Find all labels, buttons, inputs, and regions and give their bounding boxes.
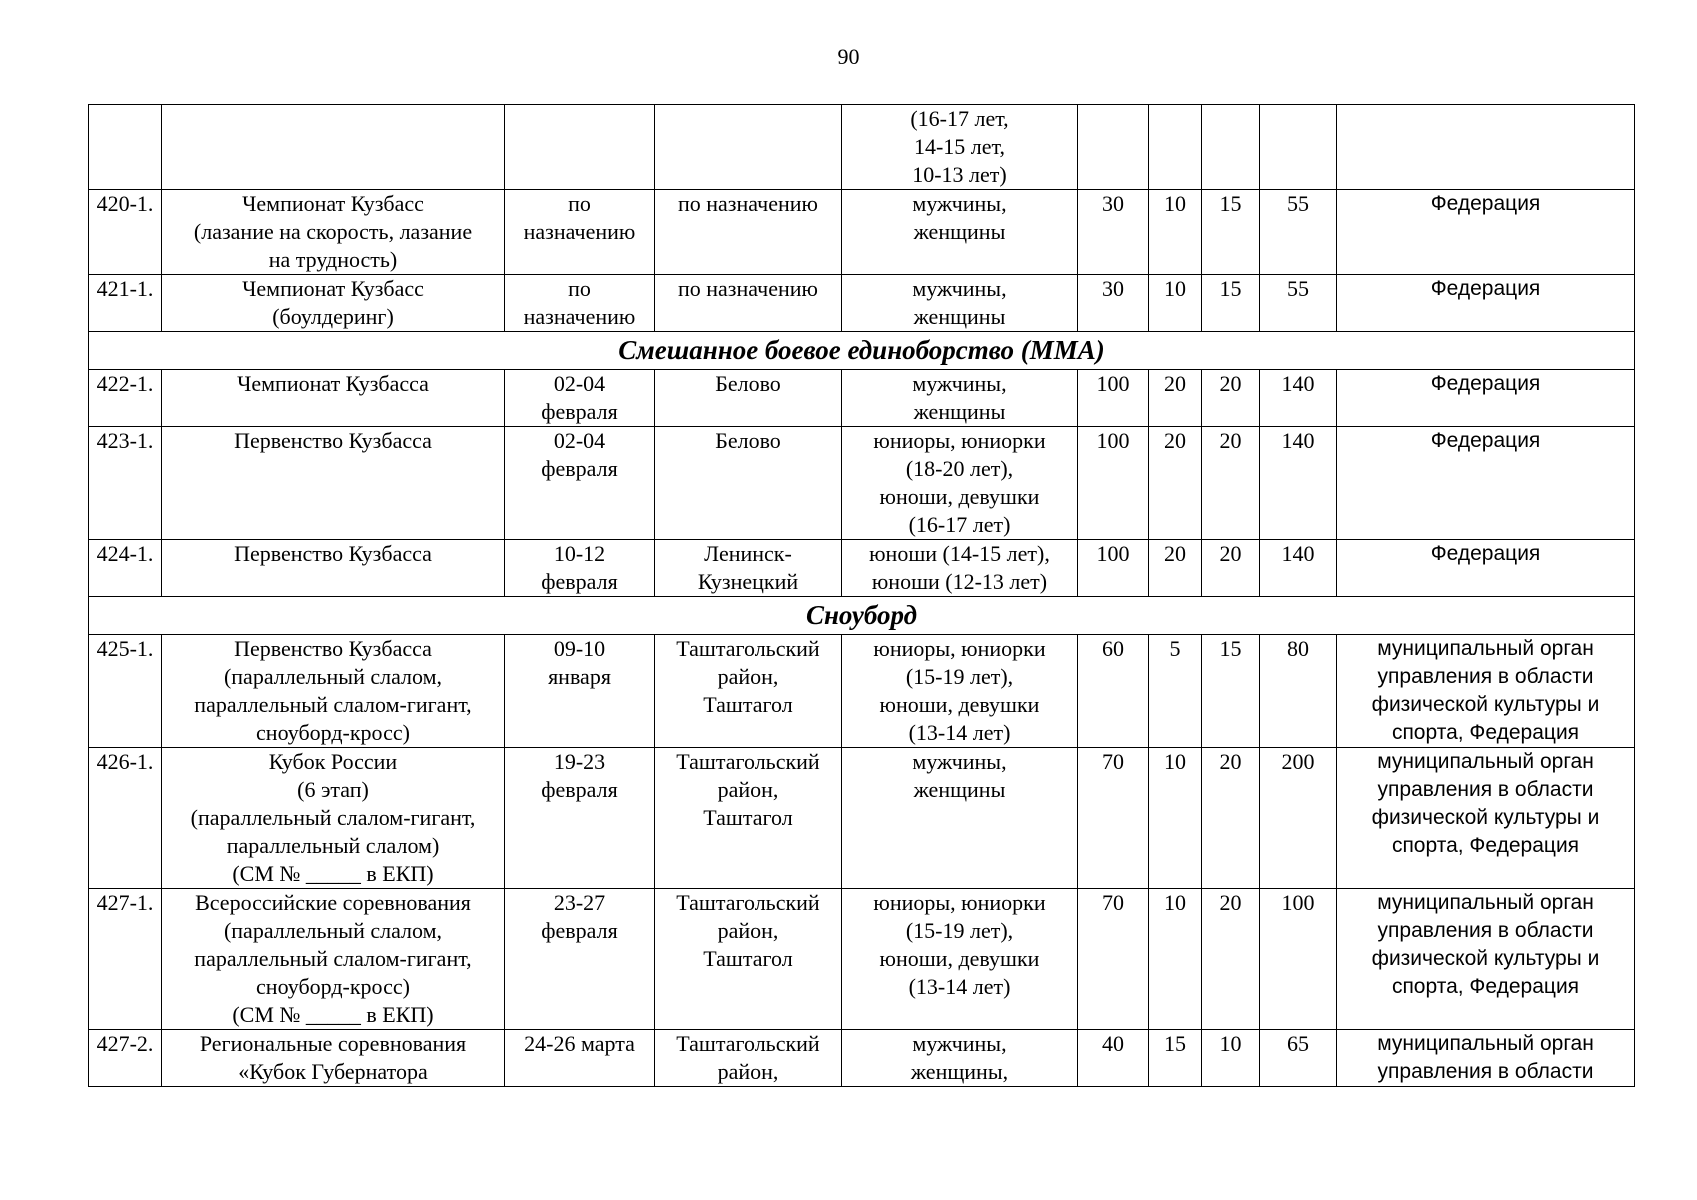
event-name xyxy=(162,190,505,275)
section-title: Сноуборд xyxy=(89,597,1635,635)
participants-line: юноши, девушки xyxy=(879,946,1040,971)
count-col-3: 20 xyxy=(1202,540,1260,597)
table-row xyxy=(89,540,1635,597)
count-col-1: 100 xyxy=(1078,427,1149,540)
count-total: 140 xyxy=(1260,540,1337,597)
count-col-2: 20 xyxy=(1149,427,1202,540)
participants-line: юноши (12-13 лет) xyxy=(871,569,1048,594)
organizer-line: управления в области xyxy=(1377,919,1594,942)
participants-line: женщины, xyxy=(910,1059,1009,1084)
participants-line: (15-19 лет), xyxy=(905,918,1014,943)
event-name-line: сноуборд-кросс) xyxy=(256,720,410,745)
event-name-line: (параллельный слалом-гигант, xyxy=(190,805,476,830)
participants xyxy=(842,889,1078,1030)
count-col-2: 10 xyxy=(1149,748,1202,889)
organizer xyxy=(1337,190,1635,275)
participants xyxy=(842,427,1078,540)
event-name-line: Региональные соревнования xyxy=(199,1031,467,1056)
organizer-line: муниципальный орган xyxy=(1377,750,1594,773)
event-dates xyxy=(505,105,655,190)
participants-line: (13-14 лет) xyxy=(908,974,1011,999)
event-place-line: Кузнецкий xyxy=(697,569,799,594)
event-place-line: Ленинск- xyxy=(704,541,792,566)
event-place-line: район, xyxy=(717,918,779,943)
events-table xyxy=(88,104,1635,1087)
event-dates-line: февраля xyxy=(541,456,618,481)
participants-line: (18-20 лет), xyxy=(905,456,1014,481)
organizer-line: спорта, Федерация xyxy=(1391,975,1580,998)
organizer xyxy=(1337,105,1635,190)
event-number: 427-2. xyxy=(89,1030,162,1087)
participants xyxy=(842,540,1078,597)
organizer-line: управления в области xyxy=(1377,778,1594,801)
count-col-2: 10 xyxy=(1149,275,1202,332)
event-dates-line: февраля xyxy=(541,569,618,594)
organizer-line: физической культуры и xyxy=(1371,693,1600,716)
event-number: 420-1. xyxy=(89,190,162,275)
event-dates-line: 10-12 xyxy=(553,541,606,566)
event-name-line: (СМ № _____ в ЕКП) xyxy=(232,1002,434,1027)
event-dates xyxy=(505,370,655,427)
event-dates xyxy=(505,427,655,540)
section-header-row xyxy=(89,597,1635,635)
event-name-line: (боулдеринг) xyxy=(272,304,394,329)
organizer xyxy=(1337,275,1635,332)
event-place xyxy=(655,889,842,1030)
participants-line: женщины xyxy=(913,304,1006,329)
count-total: 140 xyxy=(1260,427,1337,540)
participants-line: мужчины, xyxy=(912,1031,1007,1056)
event-number: 423-1. xyxy=(89,427,162,540)
participants xyxy=(842,370,1078,427)
participants-line: юниоры, юниорки xyxy=(873,890,1046,915)
event-dates-line: 24-26 марта xyxy=(524,1031,635,1056)
count-col-2: 20 xyxy=(1149,540,1202,597)
organizer-line: спорта, Федерация xyxy=(1391,721,1580,744)
event-name-line: (параллельный слалом, xyxy=(223,664,443,689)
event-place xyxy=(655,427,842,540)
count-col-1: 40 xyxy=(1078,1030,1149,1087)
count-col-1: 70 xyxy=(1078,889,1149,1030)
event-number xyxy=(89,105,162,190)
event-name-line: Кубок России xyxy=(268,749,398,774)
event-number: 426-1. xyxy=(89,748,162,889)
event-dates xyxy=(505,748,655,889)
count-total: 65 xyxy=(1260,1030,1337,1087)
organizer-line: управления в области xyxy=(1377,665,1594,688)
count-col-3: 15 xyxy=(1202,275,1260,332)
participants-line: юноши, девушки xyxy=(879,692,1040,717)
event-place xyxy=(655,105,842,190)
participants-line: юноши, девушки xyxy=(879,484,1040,509)
event-name xyxy=(162,889,505,1030)
table-row xyxy=(89,635,1635,748)
event-place xyxy=(655,748,842,889)
event-place-line: район, xyxy=(717,1059,779,1084)
count-total: 100 xyxy=(1260,889,1337,1030)
event-name-line: Чемпионат Кузбасса xyxy=(237,371,429,396)
participants xyxy=(842,275,1078,332)
participants-line: женщины xyxy=(913,777,1006,802)
event-name xyxy=(162,427,505,540)
participants-line: мужчины, xyxy=(912,371,1007,396)
participants-line: юноши (14-15 лет), xyxy=(869,541,1050,566)
event-dates-line: 23-27 xyxy=(553,890,606,915)
organizer-line: спорта, Федерация xyxy=(1391,834,1580,857)
event-place-line: Таштагол xyxy=(703,692,793,717)
event-name-line: Первенство Кузбасса xyxy=(234,428,432,453)
event-name xyxy=(162,748,505,889)
table-row xyxy=(89,427,1635,540)
event-name xyxy=(162,275,505,332)
organizer-line: управления в области xyxy=(1377,1060,1594,1083)
section-title: Смешанное боевое единоборство (ММА) xyxy=(89,332,1635,370)
count-total: 55 xyxy=(1260,275,1337,332)
participants xyxy=(842,635,1078,748)
table-row xyxy=(89,748,1635,889)
event-name xyxy=(162,635,505,748)
participants-line: юниоры, юниорки xyxy=(873,428,1046,453)
event-place-line: Таштагольский xyxy=(676,1031,820,1056)
event-name xyxy=(162,105,505,190)
event-dates-line: по xyxy=(568,191,591,216)
event-dates-line: назначению xyxy=(523,219,636,244)
table-row xyxy=(89,370,1635,427)
table-row xyxy=(89,105,1635,190)
count-col-3 xyxy=(1202,105,1260,190)
organizer xyxy=(1337,370,1635,427)
event-dates xyxy=(505,1030,655,1087)
count-total xyxy=(1260,105,1337,190)
event-place-line: район, xyxy=(717,777,779,802)
participants-line: мужчины, xyxy=(912,191,1007,216)
table-row xyxy=(89,275,1635,332)
organizer-line: Федерация xyxy=(1430,192,1541,215)
participants-line: (15-19 лет), xyxy=(905,664,1014,689)
event-place xyxy=(655,370,842,427)
participants-line: женщины xyxy=(913,219,1006,244)
organizer-line: муниципальный орган xyxy=(1377,1032,1594,1055)
event-dates-line: 09-10 xyxy=(553,636,606,661)
event-place xyxy=(655,1030,842,1087)
event-name xyxy=(162,370,505,427)
count-col-3: 20 xyxy=(1202,889,1260,1030)
count-col-3: 20 xyxy=(1202,748,1260,889)
event-name-line: «Кубок Губернатора xyxy=(238,1059,428,1084)
event-name-line: (СМ № _____ в ЕКП) xyxy=(232,861,434,886)
event-name-line: на трудность) xyxy=(268,247,398,272)
organizer-line: Федерация xyxy=(1430,429,1541,452)
event-place xyxy=(655,275,842,332)
organizer xyxy=(1337,889,1635,1030)
event-name-line: параллельный слалом) xyxy=(226,833,440,858)
event-place-line: Белово xyxy=(715,428,781,453)
event-place-line: район, xyxy=(717,664,779,689)
count-total: 55 xyxy=(1260,190,1337,275)
event-name xyxy=(162,540,505,597)
event-dates xyxy=(505,540,655,597)
count-col-2: 5 xyxy=(1149,635,1202,748)
count-total: 140 xyxy=(1260,370,1337,427)
event-name-line: Первенство Кузбасса xyxy=(234,636,432,661)
event-place-line: Таштагол xyxy=(703,946,793,971)
event-place-line: Таштагольский xyxy=(676,890,820,915)
count-total: 80 xyxy=(1260,635,1337,748)
event-place-line: Таштагольский xyxy=(676,636,820,661)
event-number: 425-1. xyxy=(89,635,162,748)
event-number: 424-1. xyxy=(89,540,162,597)
event-number: 422-1. xyxy=(89,370,162,427)
organizer-line: Федерация xyxy=(1430,277,1541,300)
event-place-line: Таштагольский xyxy=(676,749,820,774)
participants-line: юниоры, юниорки xyxy=(873,636,1046,661)
event-name-line: (6 этап) xyxy=(297,777,369,802)
event-dates-line: 02-04 xyxy=(553,428,606,453)
event-dates-line: февраля xyxy=(541,399,618,424)
event-place-line: по назначению xyxy=(678,191,818,216)
event-name-line: параллельный слалом-гигант, xyxy=(194,946,472,971)
participants xyxy=(842,190,1078,275)
count-col-2: 10 xyxy=(1149,190,1202,275)
event-place-line: по назначению xyxy=(678,276,818,301)
event-place-line: Белово xyxy=(715,371,781,396)
organizer xyxy=(1337,635,1635,748)
count-col-1: 100 xyxy=(1078,540,1149,597)
event-place xyxy=(655,540,842,597)
event-number: 427-1. xyxy=(89,889,162,1030)
count-col-1: 70 xyxy=(1078,748,1149,889)
participants-line: женщины xyxy=(913,399,1006,424)
event-dates-line: по xyxy=(568,276,591,301)
organizer xyxy=(1337,748,1635,889)
count-col-2: 10 xyxy=(1149,889,1202,1030)
event-place-line: Таштагол xyxy=(703,805,793,830)
count-col-1: 30 xyxy=(1078,275,1149,332)
event-dates-line: 02-04 xyxy=(553,371,606,396)
event-dates xyxy=(505,190,655,275)
event-name xyxy=(162,1030,505,1087)
count-col-3: 20 xyxy=(1202,370,1260,427)
participants xyxy=(842,1030,1078,1087)
event-name-line: Чемпионат Кузбасс xyxy=(242,191,424,216)
participants xyxy=(842,105,1078,190)
event-place xyxy=(655,635,842,748)
count-col-2: 20 xyxy=(1149,370,1202,427)
event-name-line: (параллельный слалом, xyxy=(223,918,443,943)
count-col-1: 30 xyxy=(1078,190,1149,275)
organizer-line: муниципальный орган xyxy=(1377,891,1594,914)
event-dates xyxy=(505,889,655,1030)
event-name-line: (лазание на скорость, лазание xyxy=(193,219,473,244)
event-name-line: Чемпионат Кузбасс xyxy=(242,276,424,301)
organizer-line: Федерация xyxy=(1430,372,1541,395)
organizer-line: муниципальный орган xyxy=(1377,637,1594,660)
event-name-line: Всероссийские соревнования xyxy=(195,890,471,915)
count-col-1: 100 xyxy=(1078,370,1149,427)
count-col-1: 60 xyxy=(1078,635,1149,748)
count-col-2 xyxy=(1149,105,1202,190)
participants-line: (13-14 лет) xyxy=(908,720,1011,745)
event-dates-line: января xyxy=(548,664,611,689)
participants-line: мужчины, xyxy=(912,276,1007,301)
event-dates-line: февраля xyxy=(541,777,618,802)
section-header-row xyxy=(89,332,1635,370)
event-dates-line: февраля xyxy=(541,918,618,943)
organizer xyxy=(1337,540,1635,597)
count-col-3: 15 xyxy=(1202,635,1260,748)
count-col-2: 15 xyxy=(1149,1030,1202,1087)
participants-line: мужчины, xyxy=(912,749,1007,774)
table-row xyxy=(89,1030,1635,1087)
participants-line: 14-15 лет, xyxy=(913,134,1006,159)
count-total: 200 xyxy=(1260,748,1337,889)
event-number: 421-1. xyxy=(89,275,162,332)
organizer xyxy=(1337,427,1635,540)
participants-line: (16-17 лет) xyxy=(908,512,1011,537)
event-dates-line: назначению xyxy=(523,304,636,329)
organizer xyxy=(1337,1030,1635,1087)
page-number: 90 xyxy=(837,44,860,69)
participants xyxy=(842,748,1078,889)
participants-line: (16-17 лет, xyxy=(910,106,1009,131)
count-col-3: 20 xyxy=(1202,427,1260,540)
count-col-3: 10 xyxy=(1202,1030,1260,1087)
organizer-line: физической культуры и xyxy=(1371,806,1600,829)
count-col-3: 15 xyxy=(1202,190,1260,275)
organizer-line: физической культуры и xyxy=(1371,947,1600,970)
count-col-1 xyxy=(1078,105,1149,190)
event-name-line: Первенство Кузбасса xyxy=(234,541,432,566)
event-name-line: сноуборд-кросс) xyxy=(256,974,410,999)
event-name-line: параллельный слалом-гигант, xyxy=(194,692,472,717)
event-dates xyxy=(505,275,655,332)
participants-line: 10-13 лет) xyxy=(912,162,1007,187)
table-row xyxy=(89,190,1635,275)
table-row xyxy=(89,889,1635,1030)
event-dates-line: 19-23 xyxy=(553,749,606,774)
event-place xyxy=(655,190,842,275)
event-dates xyxy=(505,635,655,748)
organizer-line: Федерация xyxy=(1430,542,1541,565)
